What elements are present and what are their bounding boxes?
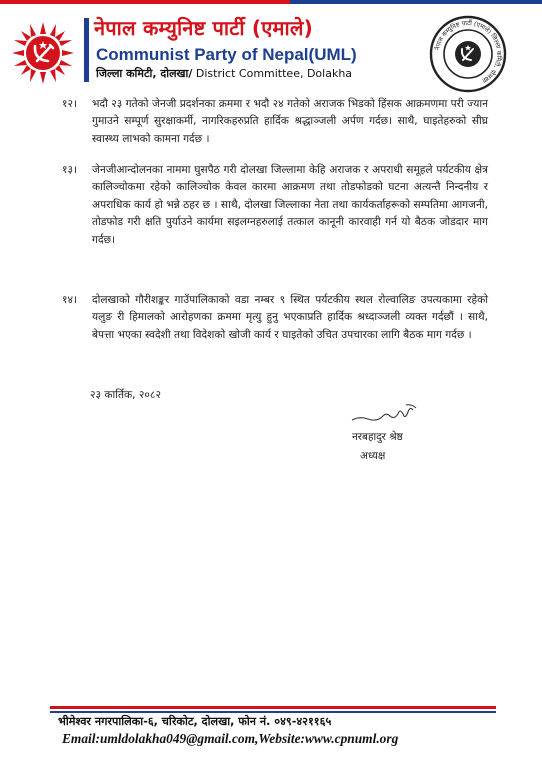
footer-rule-blue (50, 711, 496, 713)
committee-line (96, 66, 352, 81)
resolution-text: दोलखाको गौरीशङ्कर गाउँपालिकाको वडा नम्बर ९ स्थित पर्यटकीय स्थल रोल्वालिङ उपत्यकामा रहेको यलुङ री हिमालको आरोहणका क्रममा मृत्यु हुनु भएकाप्रति हार्दिक श्रध्दाञ्जली व्यक्त गर्दछौं । साथै, बेपत्ता भएका स्वदेशी तथा विदेशको खोजी कार्य र घाइतेको उचित उपचारका लागि बैठक माग गर्दछ । (92, 294, 488, 341)
resolution-number: १४। (62, 294, 78, 306)
party-name-nepali: नेपाल कम्युनिष्ट पार्टी (एमाले) (94, 16, 313, 40)
handwritten-signature (350, 402, 420, 428)
footer-address: भीमेश्वर नगरपालिका-६, चरिकोट, दोलखा, फोन नं. ०४९-४२११६५ (58, 715, 332, 728)
resolution-number: १३। (62, 164, 78, 176)
signatory-title: अध्यक्ष (360, 450, 386, 462)
resolution-text: भदौ २३ गतेको जेनजी प्रदर्शनका क्रममा र भदौ २४ गतेको अराजक भिडको हिंसक आक्रमणमा परी ज्यान गुमाउने सम्पूर्ण सुरक्षाकर्मी, नागरिकहरुप्रति हार्दिक श्रद्धाञ्जली अर्पण गर्दछ। साथै, घाइतेहरुको सीघ्र स्वास्थ्य लाभको कामना गर्दछ । (92, 98, 488, 145)
resolution-14 (62, 292, 490, 368)
footer-rule-red (50, 706, 496, 709)
footer-contact: Email:umldolakha049@gmail.com,Website:www.cpnuml.org (62, 731, 399, 746)
committee-nepali: जिल्ला कमिटी, दोलखा/ (96, 67, 193, 80)
committee-english: District Committee, Dolakha (192, 67, 353, 80)
letter-date: २३ कार्तिक, २०८२ (90, 389, 161, 401)
party-logo (10, 20, 76, 86)
title-divider (84, 18, 89, 82)
resolution-13 (62, 162, 490, 286)
signatory-name: नरबहादुर श्रेष्ठ (352, 431, 403, 443)
resolution-number: १२। (62, 98, 78, 110)
district-seal (428, 14, 508, 94)
resolution-12 (62, 96, 490, 152)
resolution-text: जेनजीआन्दोलनका नाममा घुसपैठ गरी दोलखा जिल्लामा केहि अराजक र अपराधी समूहले पर्यटकीय क्षेत्र कालिञ्चोकमा रहेको कालिञ्चोक केवल कारमा आक्रमण तथा तोडफोडको घटना अत्यन्तै निन्दनीय र अपराधिक कार्य हो भन्ने ठहर छ । साथै, दोलखा जिल्लाका नेता तथा कार्यकर्ताहरूको सम्पतिमा आगजनी, तोडफोड गरी क्षति पुर्याउने कार्यमा सइलग्नहरुलाई तत्काल कानूनी कारवाही गर्न यो बैठक जोडदार माग गर्दछ। (92, 164, 488, 246)
svg-text:नेपाल कम्युनिष्ट पार्टी (एमाले: नेपाल कम्युनिष्ट पार्टी (एमाले) जिल्ला कमिटी, दोलखा (434, 19, 503, 84)
party-name-english: Communist Party of Nepal(UML) (96, 45, 357, 64)
header-stripe-blue (290, 0, 542, 4)
